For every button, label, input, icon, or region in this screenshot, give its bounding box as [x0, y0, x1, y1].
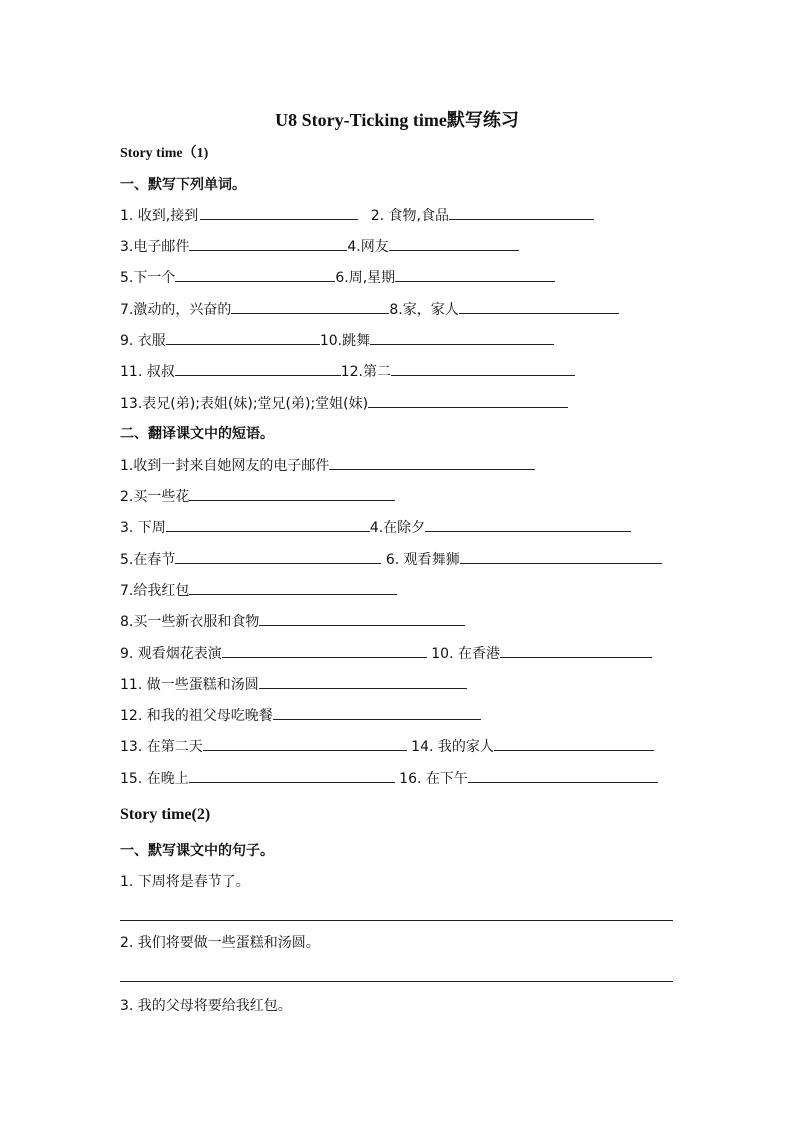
answer-blank[interactable]	[189, 579, 397, 595]
answer-blank[interactable]	[368, 392, 568, 408]
word-row	[120, 204, 594, 226]
phrase-prompt: 10. 在香港	[431, 646, 500, 662]
answer-blank[interactable]	[500, 642, 652, 658]
answer-blank[interactable]	[395, 266, 555, 282]
answer-line[interactable]	[120, 981, 673, 982]
answer-blank[interactable]	[370, 329, 554, 345]
answer-blank[interactable]	[425, 516, 631, 532]
word-row	[120, 392, 568, 414]
word-row	[120, 360, 575, 382]
phrase-prompt: 12. 和我的祖父母吃晚餐	[120, 708, 273, 724]
phrase-prompt: 7.给我红包	[120, 583, 190, 599]
phrase-row	[120, 548, 662, 570]
section-heading-story-time-1: Story time（1)	[120, 146, 209, 161]
phrase-prompt: 16. 在下午	[399, 771, 468, 787]
phrase-prompt: 15. 在晚上	[120, 771, 189, 787]
answer-blank[interactable]	[203, 735, 407, 751]
part-heading-phrases: 二、翻译课文中的短语。	[120, 426, 274, 442]
answer-blank[interactable]	[460, 548, 662, 564]
word-prompt: 12.第二	[340, 364, 391, 380]
word-prompt: 2. 食物,食品	[370, 208, 449, 224]
word-prompt: 1. 收到,接到	[120, 208, 199, 224]
word-prompt: 6.周,星期	[335, 270, 396, 286]
phrase-prompt: 14. 我的家人	[411, 739, 494, 755]
page-title: U8 Story-Ticking time默写练习	[275, 110, 519, 130]
answer-blank[interactable]	[189, 485, 395, 501]
phrase-prompt: 9. 观看烟花表演	[120, 646, 222, 662]
answer-blank[interactable]	[175, 548, 381, 564]
sentence-prompt: 1. 下周将是春节了。	[120, 874, 250, 890]
sentence-prompt: 2. 我们将要做一些蛋糕和汤圆。	[120, 935, 320, 951]
answer-blank[interactable]	[166, 516, 370, 532]
answer-blank[interactable]	[391, 360, 575, 376]
phrase-row	[120, 704, 481, 726]
phrase-row	[120, 610, 465, 632]
phrase-prompt: 5.在春节	[120, 552, 176, 568]
answer-blank[interactable]	[231, 298, 389, 314]
phrase-prompt: 6. 观看舞狮	[385, 552, 460, 568]
word-row	[120, 298, 619, 320]
answer-blank[interactable]	[494, 735, 654, 751]
answer-blank[interactable]	[449, 204, 594, 220]
answer-blank[interactable]	[200, 204, 358, 220]
sentence-prompt: 3. 我的父母将要给我红包。	[120, 998, 292, 1014]
phrase-row	[120, 579, 397, 601]
answer-blank[interactable]	[329, 454, 535, 470]
word-prompt: 11. 叔叔	[120, 364, 175, 380]
phrase-row	[120, 516, 631, 538]
phrase-prompt: 11. 做一些蛋糕和汤圆	[120, 677, 259, 693]
answer-blank[interactable]	[222, 642, 427, 658]
phrase-row	[120, 642, 652, 664]
phrase-row	[120, 735, 654, 757]
phrase-row	[120, 454, 535, 476]
word-prompt: 9. 衣服	[120, 333, 166, 349]
phrase-prompt: 2.买一些花	[120, 489, 190, 505]
answer-blank[interactable]	[273, 704, 481, 720]
answer-blank[interactable]	[175, 266, 335, 282]
part-heading-sentences: 一、默写课文中的句子。	[120, 843, 274, 859]
answer-blank[interactable]	[166, 329, 320, 345]
answer-blank[interactable]	[459, 298, 619, 314]
word-prompt: 8.家，家人	[389, 302, 459, 318]
word-row	[120, 266, 555, 288]
word-prompt: 4.网友	[347, 239, 389, 255]
answer-line[interactable]	[120, 920, 673, 921]
word-prompt: 5.下一个	[120, 270, 176, 286]
section-heading-story-time-2: Story time(2)	[120, 806, 211, 823]
word-row	[120, 235, 519, 257]
answer-blank[interactable]	[175, 360, 341, 376]
part-heading-words: 一、默写下列单词。	[120, 177, 246, 193]
word-prompt: 7.激动的，兴奋的	[120, 302, 232, 318]
word-prompt: 3.电子邮件	[120, 239, 190, 255]
answer-blank[interactable]	[468, 767, 658, 783]
answer-blank[interactable]	[389, 235, 519, 251]
phrase-prompt: 4.在除夕	[369, 520, 426, 536]
answer-blank[interactable]	[189, 235, 347, 251]
answer-blank[interactable]	[259, 673, 467, 689]
word-prompt: 10.跳舞	[319, 333, 371, 349]
phrase-row	[120, 485, 395, 507]
phrase-row	[120, 767, 658, 789]
phrase-prompt: 8.买一些新衣服和食物	[120, 614, 260, 630]
phrase-prompt: 13. 在第二天	[120, 739, 203, 755]
answer-blank[interactable]	[259, 610, 465, 626]
phrase-row	[120, 673, 467, 695]
phrase-prompt: 1.收到一封来自她网友的电子邮件	[120, 458, 330, 474]
phrase-prompt: 3. 下周	[120, 520, 166, 536]
answer-blank[interactable]	[189, 767, 395, 783]
word-prompt: 13.表兄(弟);表姐(妹);堂兄(弟);堂姐(妹)	[120, 396, 369, 412]
word-row	[120, 329, 554, 351]
